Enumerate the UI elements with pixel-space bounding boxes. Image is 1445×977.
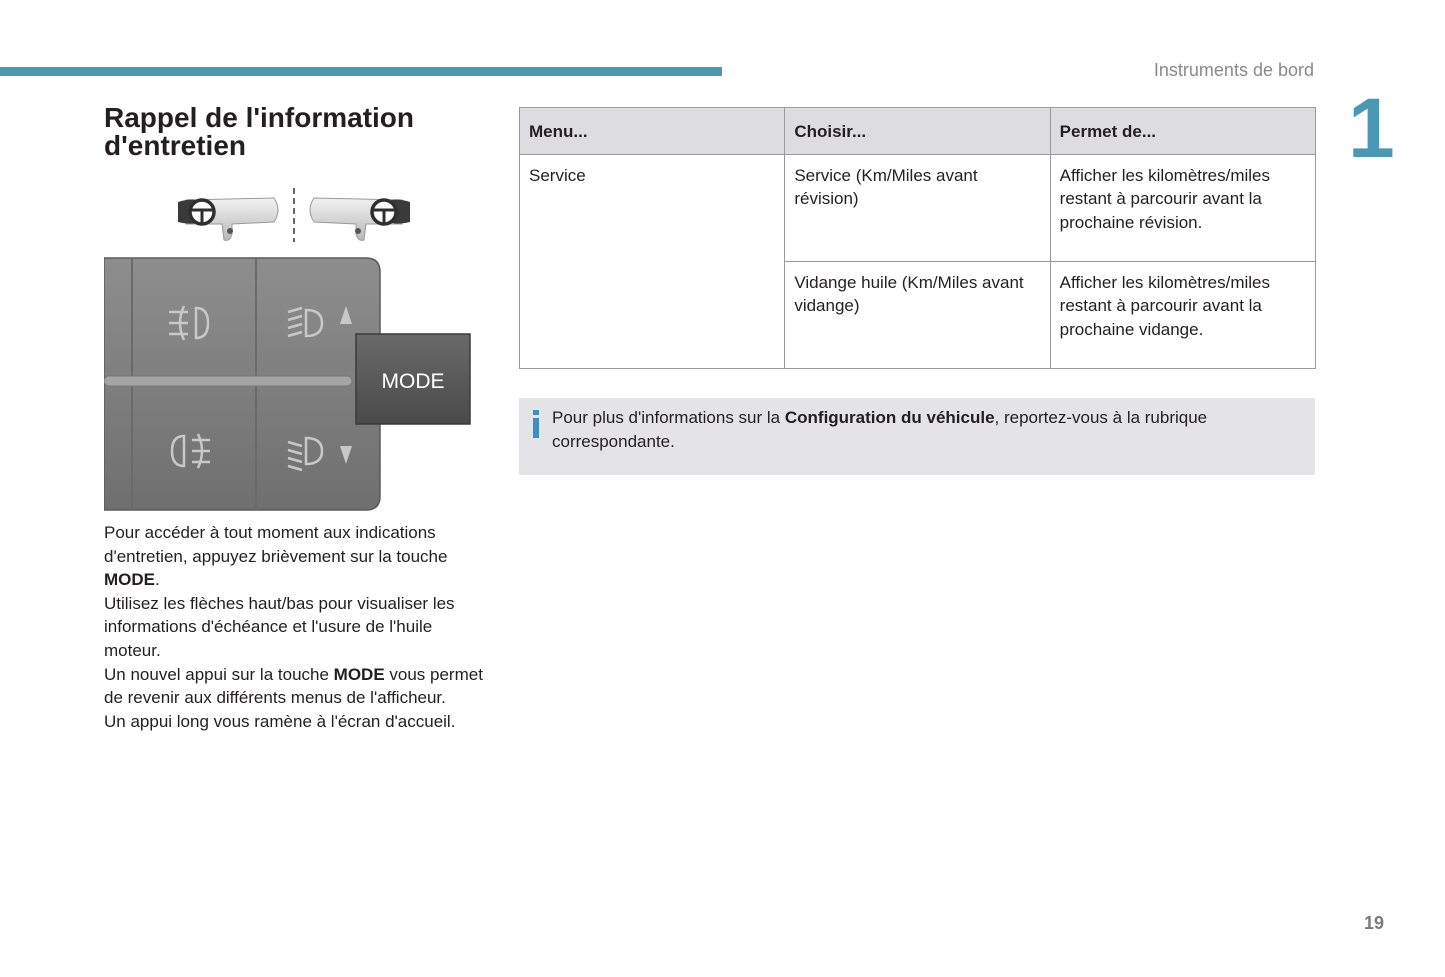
allows-cell: Afficher les kilomètres/miles restant à parcourir avant la prochaine révision. <box>1050 155 1315 262</box>
choose-cell: Service (Km/Miles avant révision) <box>785 155 1050 262</box>
column-header-allows: Permet de... <box>1050 108 1315 155</box>
menu-table <box>519 107 1316 369</box>
info-icon <box>531 410 541 438</box>
choose-cell: Vidange huile (Km/Miles avant vidange) <box>785 262 1050 369</box>
mode-button <box>356 334 470 424</box>
instruction-paragraph-4: Un appui long vous ramène à l'écran d'accueil. <box>104 711 456 731</box>
section-title: Rappel de l'information d'entretien <box>104 102 415 161</box>
steering-wheel-right-icon <box>310 198 410 240</box>
info-note-text: Pour plus d'informations sur la Configuration du véhicule, reportez-vous à la rubrique correspondante. <box>552 408 1208 451</box>
instruction-paragraph-3: Un nouvel appui sur la touche MODE vous permet de revenir aux différents menus de l'afficheur. <box>104 664 483 708</box>
header-accent-bar <box>0 67 722 76</box>
instruction-paragraph-2: Utilisez les flèches haut/bas pour visualiser les informations d'échéance et l'usure de l'huile moteur. <box>104 593 455 660</box>
chapter-title: Instruments de bord <box>1153 60 1314 80</box>
info-note <box>519 398 1315 475</box>
column-header-menu: Menu... <box>520 108 785 155</box>
menu-cell: Service <box>520 155 785 369</box>
steering-wheel-left-icon <box>178 198 278 240</box>
chapter-number: 1 <box>1348 81 1395 175</box>
allows-cell: Afficher les kilomètres/miles restant à parcourir avant la prochaine vidange. <box>1050 262 1315 369</box>
body-text <box>104 521 489 733</box>
column-header-choose: Choisir... <box>785 108 1050 155</box>
table-row <box>520 155 1316 262</box>
page-number: 19 <box>1364 913 1385 933</box>
mode-button-label: MODE <box>381 370 445 393</box>
table-header-row <box>520 108 1316 155</box>
mode-button-illustration <box>104 180 484 515</box>
instruction-paragraph-1: Pour accéder à tout moment aux indications d'entretien, appuyez brièvement sur la touche MODE. <box>104 523 448 590</box>
